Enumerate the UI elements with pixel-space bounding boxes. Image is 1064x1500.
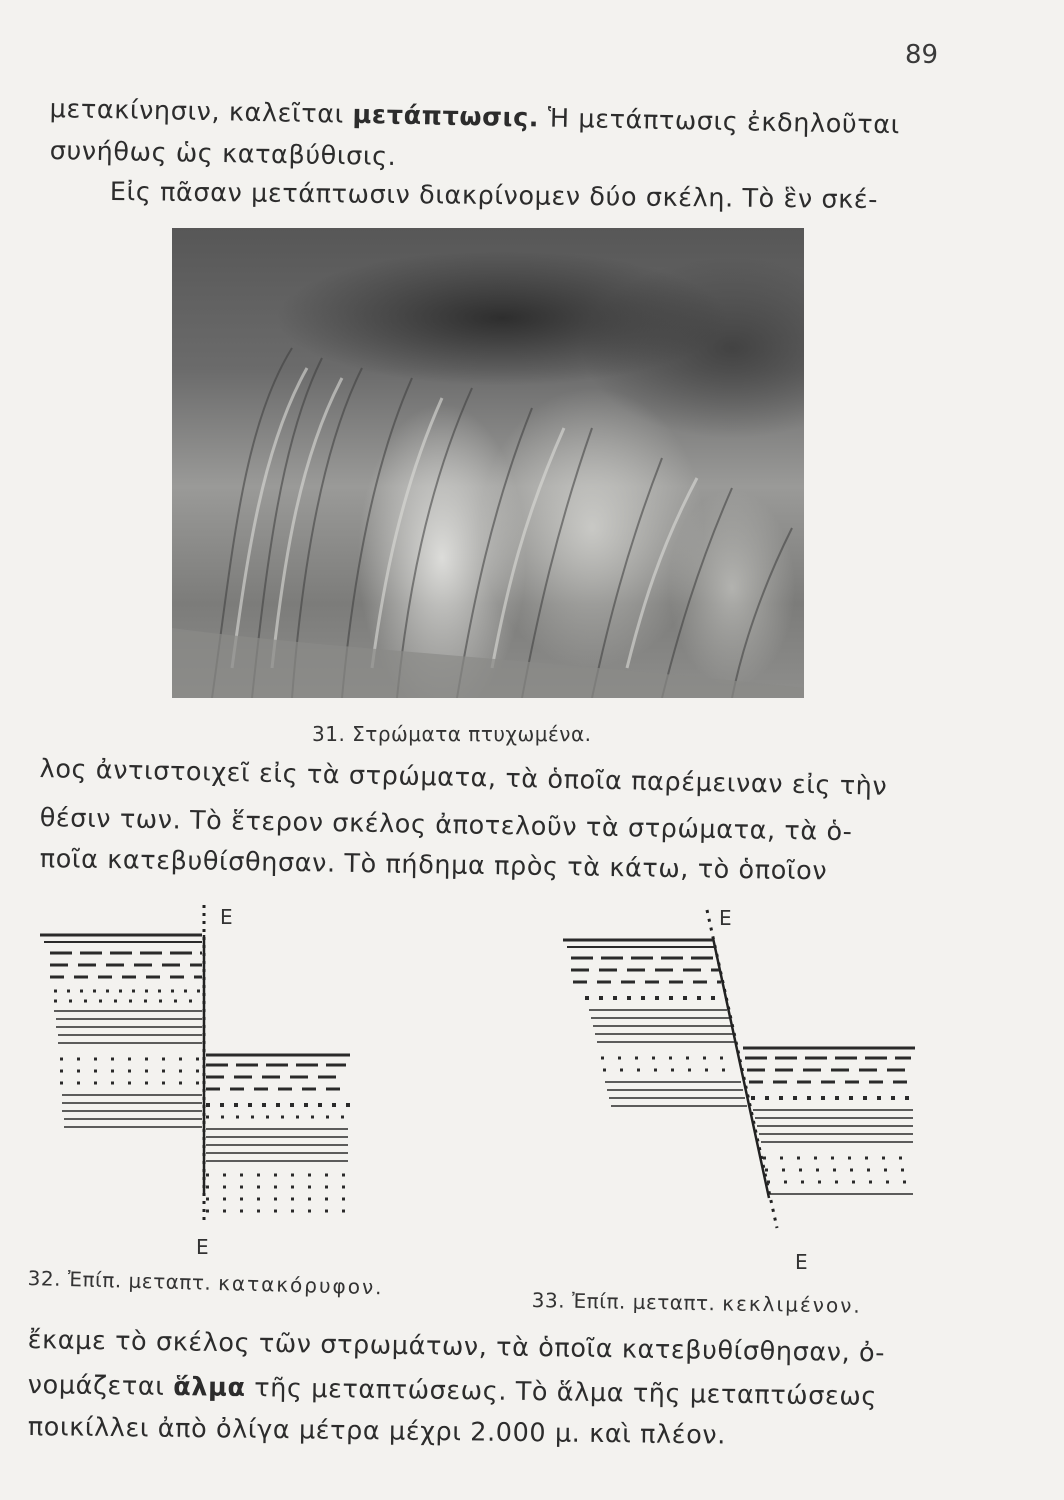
text-run: τῆς μεταπτώσεως. Τὸ ἅλμα τῆς μεταπτώσεως [245,1373,878,1412]
text-run: μετακίνησιν, καλεῖται [49,94,353,130]
paragraph-4-line-2 [28,1370,878,1412]
paragraph-1-line-2: συνήθως ὡς καταβύθισις. [49,136,397,173]
caption-spaced-word: κεκλιμένον. [722,1291,862,1318]
paragraph-3-line-1: λος ἀντιστοιχεῖ εἰς τὰ στρώματα, τὰ ὁποῖα παρέμειναν εἰς τὴν [39,754,888,802]
figure-33-inclined-fault-diagram [555,898,925,1274]
figure-31-caption: 31. Στρώματα πτυχωμένα. [312,722,592,746]
caption-spaced-word: κατακόρυφον. [217,1270,384,1300]
paragraph-3-line-2: θέσιν των. Τὸ ἕτερον σκέλος ἀποτελοῦν τὰ στρώματα, τὰ ὁ- [39,803,853,848]
term-halma: ἅλμα [173,1372,246,1404]
fault-diagram-drawing [555,898,925,1248]
paragraph-2-line-1: Εἰς πᾶσαν μετάπτωσιν διακρίνομεν δύο σκέλη. Τὸ ἓν σκέ- [109,177,879,216]
fault-label-top: E [719,906,732,930]
folded-strata-photo [172,228,804,698]
fault-label-top: E [220,905,233,929]
fault-label-bottom: E [196,1235,209,1259]
text-run: νομάζεται [27,1370,174,1403]
fault-plane-solid [713,938,769,1198]
page-number: 89 [905,40,939,70]
fault-diagram-drawing [30,895,370,1235]
caption-label: 32. Ἐπίπ. μεταπτ. [27,1266,219,1295]
paragraph-4-line-3: ποικίλλει ἀπὸ ὀλίγα μέτρα μέχρι 2.000 μ. καὶ πλέον. [27,1412,727,1451]
left-block-strata [40,935,202,1127]
figure-32-caption [27,1266,383,1299]
right-block-strata [206,1055,350,1211]
paragraph-4-line-1: ἔκαμε τὸ σκέλος τῶν στρωμάτων, τὰ ὁποῖα κατεβυθίσθησαν, ὀ- [27,1325,886,1369]
text-run: Ἡ μετάπτωσις ἐκδηλοῦται [538,103,901,141]
paragraph-1-line-1 [49,94,900,140]
fault-label-bottom: E [795,1250,808,1274]
paragraph-3-line-3: ποῖα κατεβυθίσθησαν. Τὸ πήδημα πρὸς τὰ κάτω, τὸ ὁποῖον [39,844,828,887]
right-block-strata [743,1048,915,1194]
figure-32-vertical-fault-diagram [30,895,370,1259]
figure-33-caption [532,1288,862,1318]
term-metaptosis: μετάπτωσις. [352,99,540,134]
photo-texture [172,228,804,698]
caption-label: 33. Ἐπίπ. μεταπτ. [531,1288,723,1316]
